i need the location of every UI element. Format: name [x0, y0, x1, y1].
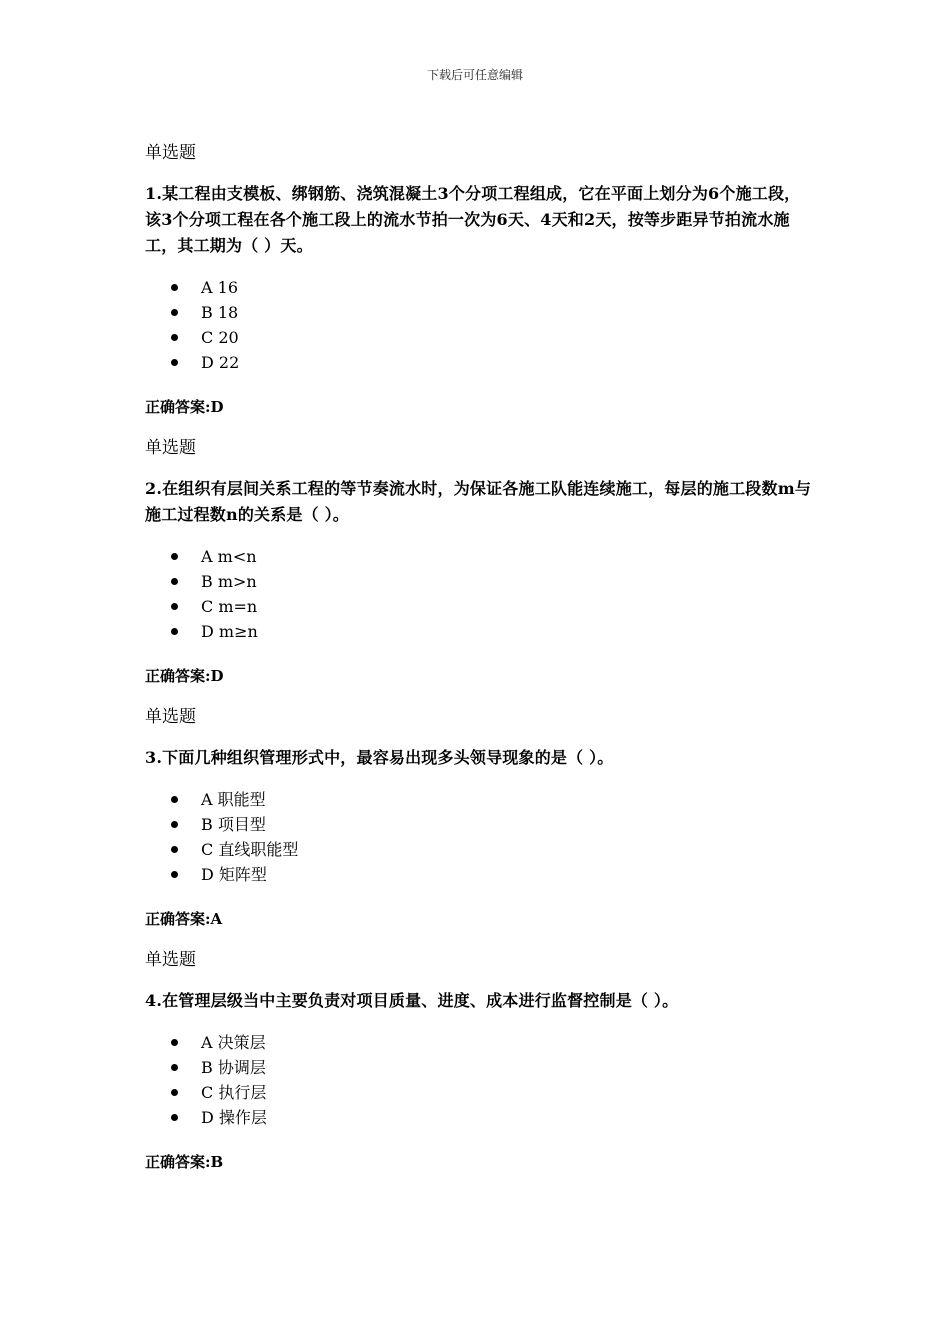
option-item: [145, 1030, 815, 1055]
option-label: A m<n: [201, 547, 257, 566]
option-label: A 16: [201, 278, 238, 297]
question-type-label: 单选题: [145, 438, 196, 458]
option-label: D m≥n: [201, 622, 258, 641]
bullet-icon: [171, 603, 178, 610]
question-section-1: [145, 140, 815, 420]
option-list: [145, 544, 815, 644]
option-item: [145, 594, 815, 619]
option-label: C m=n: [201, 597, 258, 616]
question-section-4: [145, 947, 815, 1175]
option-label: C 直线职能型: [201, 840, 299, 859]
option-list: [145, 1030, 815, 1130]
bullet-icon: [171, 846, 178, 853]
option-item: [145, 837, 815, 862]
bullet-icon: [171, 628, 178, 635]
page-header: 下载后可任意编辑: [426, 68, 523, 82]
option-item: [145, 350, 815, 375]
bullet-icon: [171, 871, 178, 878]
question-section-2: [145, 435, 815, 689]
bullet-icon: [171, 821, 178, 828]
bullet-icon: [171, 796, 178, 803]
option-label: A 职能型: [201, 790, 266, 809]
correct-answer: 正确答案:B: [145, 1153, 224, 1171]
option-label: D 22: [201, 353, 240, 372]
option-item: [145, 1105, 815, 1130]
option-list: [145, 275, 815, 375]
bullet-icon: [171, 1039, 178, 1046]
option-item: [145, 619, 815, 644]
option-label: D 操作层: [201, 1108, 267, 1127]
option-label: B 项目型: [201, 815, 266, 834]
bullet-icon: [171, 1089, 178, 1096]
option-label: B 协调层: [201, 1058, 266, 1077]
option-label: B m>n: [201, 572, 257, 591]
option-label: D 矩阵型: [201, 865, 267, 884]
option-label: B 18: [201, 303, 239, 322]
option-item: [145, 275, 815, 300]
question-text: 3.下面几种组织管理形式中，最容易出现多头领导现象的是（ ）。: [145, 748, 614, 767]
bullet-icon: [171, 334, 178, 341]
option-item: [145, 544, 815, 569]
option-label: A 决策层: [201, 1033, 266, 1052]
correct-answer: 正确答案:A: [145, 910, 223, 928]
option-list: [145, 787, 815, 887]
question-text: 2.在组织有层间关系工程的等节奏流水时，为保证各施工队能连续施工，每层的施工段数m与施工过程数n的关系是（ ）。: [145, 479, 812, 524]
correct-answer: 正确答案:D: [145, 667, 224, 685]
option-item: [145, 569, 815, 594]
question-type-label: 单选题: [145, 950, 196, 970]
option-item: [145, 1055, 815, 1080]
option-label: C 20: [201, 328, 239, 347]
bullet-icon: [171, 284, 178, 291]
document-body: [145, 140, 815, 1190]
option-item: [145, 787, 815, 812]
option-item: [145, 300, 815, 325]
option-item: [145, 862, 815, 887]
option-label: C 执行层: [201, 1083, 267, 1102]
bullet-icon: [171, 1064, 178, 1071]
bullet-icon: [171, 553, 178, 560]
bullet-icon: [171, 309, 178, 316]
question-text: 4.在管理层级当中主要负责对项目质量、进度、成本进行监督控制是（ ）。: [145, 991, 679, 1010]
option-item: [145, 812, 815, 837]
bullet-icon: [171, 359, 178, 366]
option-item: [145, 325, 815, 350]
question-type-label: 单选题: [145, 707, 196, 727]
question-text: 1.某工程由支模板、绑钢筋、浇筑混凝土3个分项工程组成，它在平面上划分为6个施工段，该3个分项工程在各个施工段上的流水节拍一次为6天、4天和2天，按等步距异节拍流水施工，其工期为（ ）天。: [145, 184, 801, 255]
option-item: [145, 1080, 815, 1105]
correct-answer: 正确答案:D: [145, 398, 224, 416]
bullet-icon: [171, 578, 178, 585]
bullet-icon: [171, 1114, 178, 1121]
question-type-label: 单选题: [145, 143, 196, 163]
question-section-3: [145, 704, 815, 932]
